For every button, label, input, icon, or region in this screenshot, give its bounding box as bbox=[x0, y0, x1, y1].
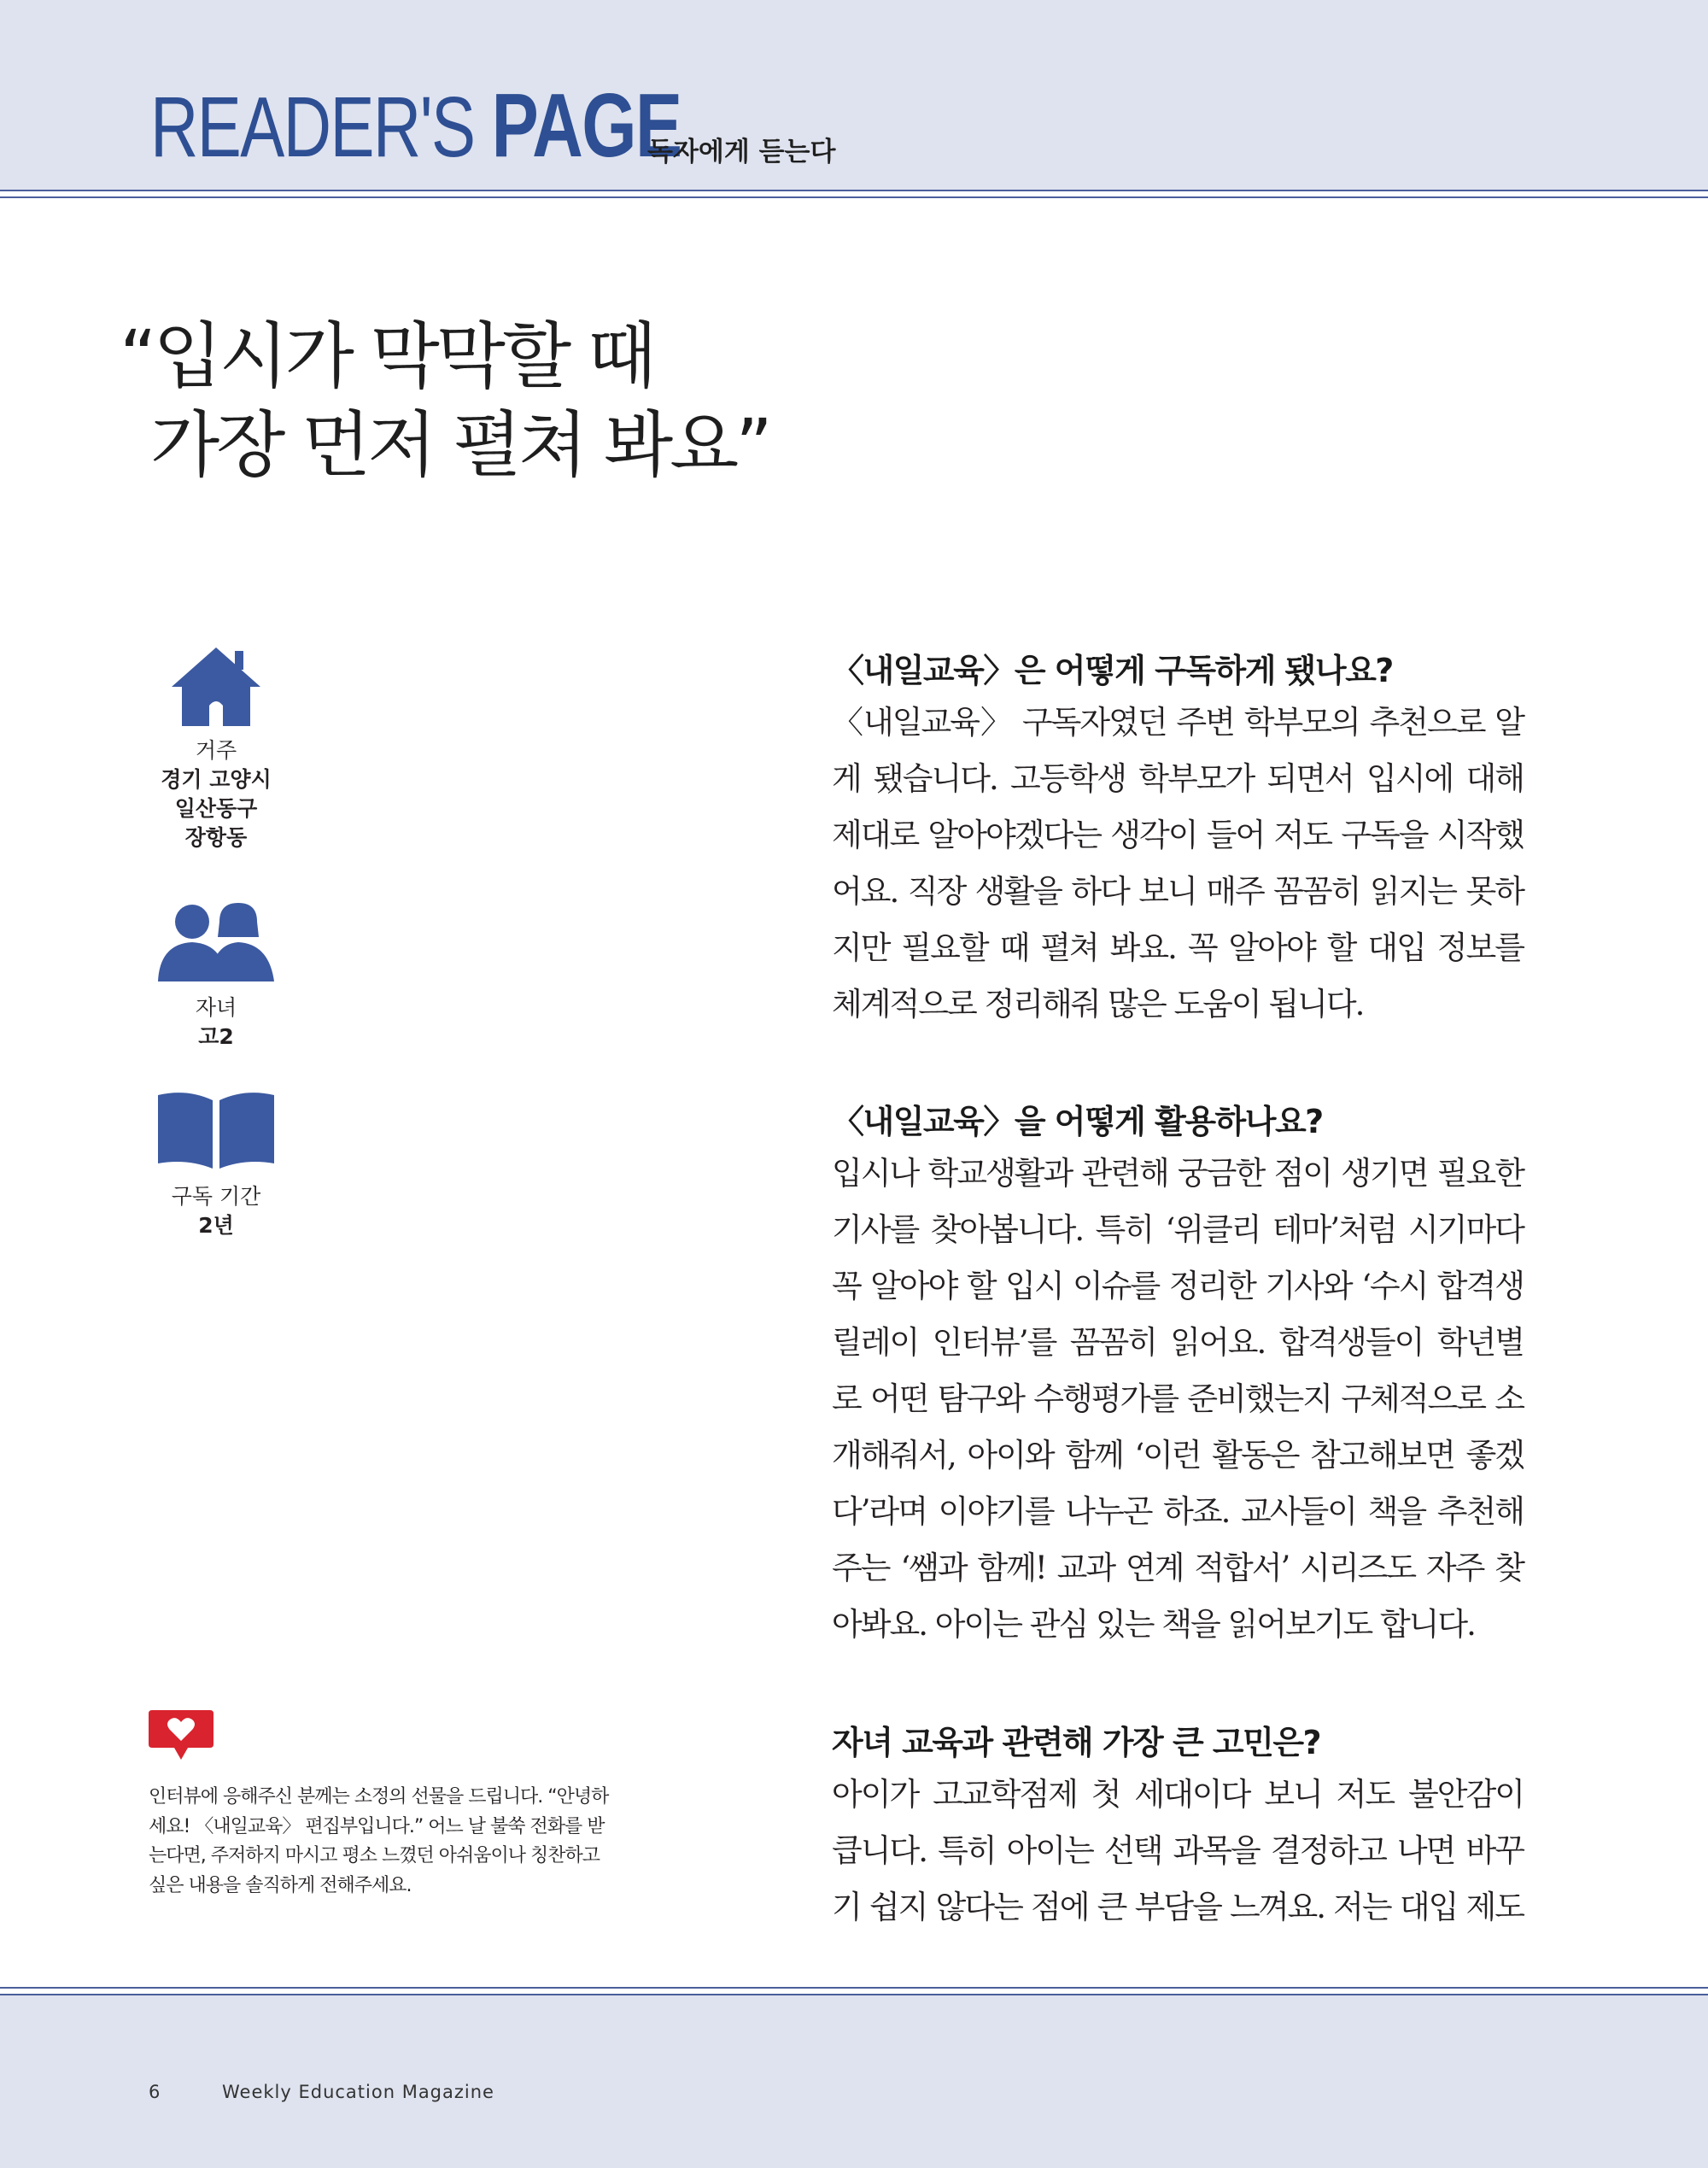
page-headline bbox=[120, 312, 769, 489]
section-subtitle: 독자에게 듣는다 bbox=[647, 137, 836, 167]
residence-value: 경기 고양시 일산동구 장항동 bbox=[161, 767, 272, 850]
answer-2: 입시나 학교생활과 관련해 궁금한 점이 생기면 필요한 기사를 찾아봅니다. 특히 ‘위클리 테마’처럼 시기마다 꼭 알아야 할 입시 이슈를 정리한 기사와 ‘수시 합격생 릴레이 인터뷰’를 꼼꼼히 읽어요. 합격생들이 학년별로 어떤 탐구와 수행평가를 준비했는지 구체적으로 소개해줘서, 아이와 함께 ‘이런 활동은 참고해보면 좋겠다’라며 이야기를 나누곤 하죠. 교사들이 책을 추천해주는 ‘쌤과 함께! 교과 연계 적합서’ 시리즈도 자주 찾아봐요. 아이는 관심 있는 책을 읽어보기도 합니다. bbox=[832, 1155, 1524, 1643]
profile-subscription bbox=[128, 1092, 304, 1240]
subscription-value: 2년 bbox=[198, 1213, 234, 1238]
subscription-label: 구독 기간 bbox=[171, 1184, 261, 1209]
answer-3: 아이가 고교학점제 첫 세대이다 보니 저도 불안감이 큽니다. 특히 아이는 선택 과목을 결정하고 나면 바꾸기 쉽지 않다는 점에 큰 부담을 느껴요. 저는 대입 제도 bbox=[832, 1776, 1524, 1925]
section-title-light: READER'S bbox=[150, 79, 492, 175]
interview-note: 인터뷰에 응해주신 분께는 소정의 선물을 드립니다. “안녕하세요! 〈내일교육〉 편집부입니다.” 어느 날 불쑥 전화를 받는다면, 주저하지 마시고 평소 느꼈던 아쉬움이나 칭찬하고 싶은 내용을 솔직하게 전해주세요. bbox=[149, 1786, 609, 1896]
footer-rule-1 bbox=[0, 1987, 1708, 1989]
question-1: 〈내일교육〉은 어떻게 구독하게 됐나요? bbox=[832, 652, 1393, 689]
profile-residence bbox=[128, 647, 304, 853]
residence-label: 거주 bbox=[195, 738, 237, 763]
profile-children bbox=[128, 903, 304, 1052]
house-icon bbox=[172, 647, 260, 726]
footer-rule-2 bbox=[0, 1994, 1708, 1995]
question-2: 〈내일교육〉을 어떻게 활용하나요? bbox=[832, 1103, 1323, 1140]
header-rule-1 bbox=[0, 190, 1708, 191]
children-value: 고2 bbox=[198, 1024, 234, 1049]
section-title bbox=[150, 75, 681, 176]
headline-line-1: “입시가 막막할 때 bbox=[120, 314, 653, 398]
section-title-bold: PAGE bbox=[491, 75, 681, 176]
headline-line-2: 가장 먼저 펼쳐 봐요” bbox=[150, 403, 769, 487]
children-label: 자녀 bbox=[195, 995, 237, 1020]
page-number: 6 bbox=[149, 2082, 161, 2102]
question-3: 자녀 교육과 관련해 가장 큰 고민은? bbox=[832, 1724, 1321, 1761]
header-rule-2 bbox=[0, 196, 1708, 198]
open-book-icon bbox=[158, 1092, 274, 1169]
answer-1: 〈내일교육〉 구독자였던 주변 학부모의 추천으로 알게 됐습니다. 고등학생 학부모가 되면서 입시에 대해 제대로 알아야겠다는 생각이 들어 저도 구독을 시작했어요. 직장 생활을 하다 보니 매주 꼼꼼히 읽지는 못하지만 필요할 때 펼쳐 봐요. 꼭 알아야 할 대입 정보를 체계적으로 정리해줘 많은 도움이 됩니다. bbox=[832, 704, 1524, 1022]
heart-message-icon bbox=[149, 1710, 214, 1765]
people-icon bbox=[158, 903, 274, 981]
magazine-title: Weekly Education Magazine bbox=[222, 2082, 494, 2102]
